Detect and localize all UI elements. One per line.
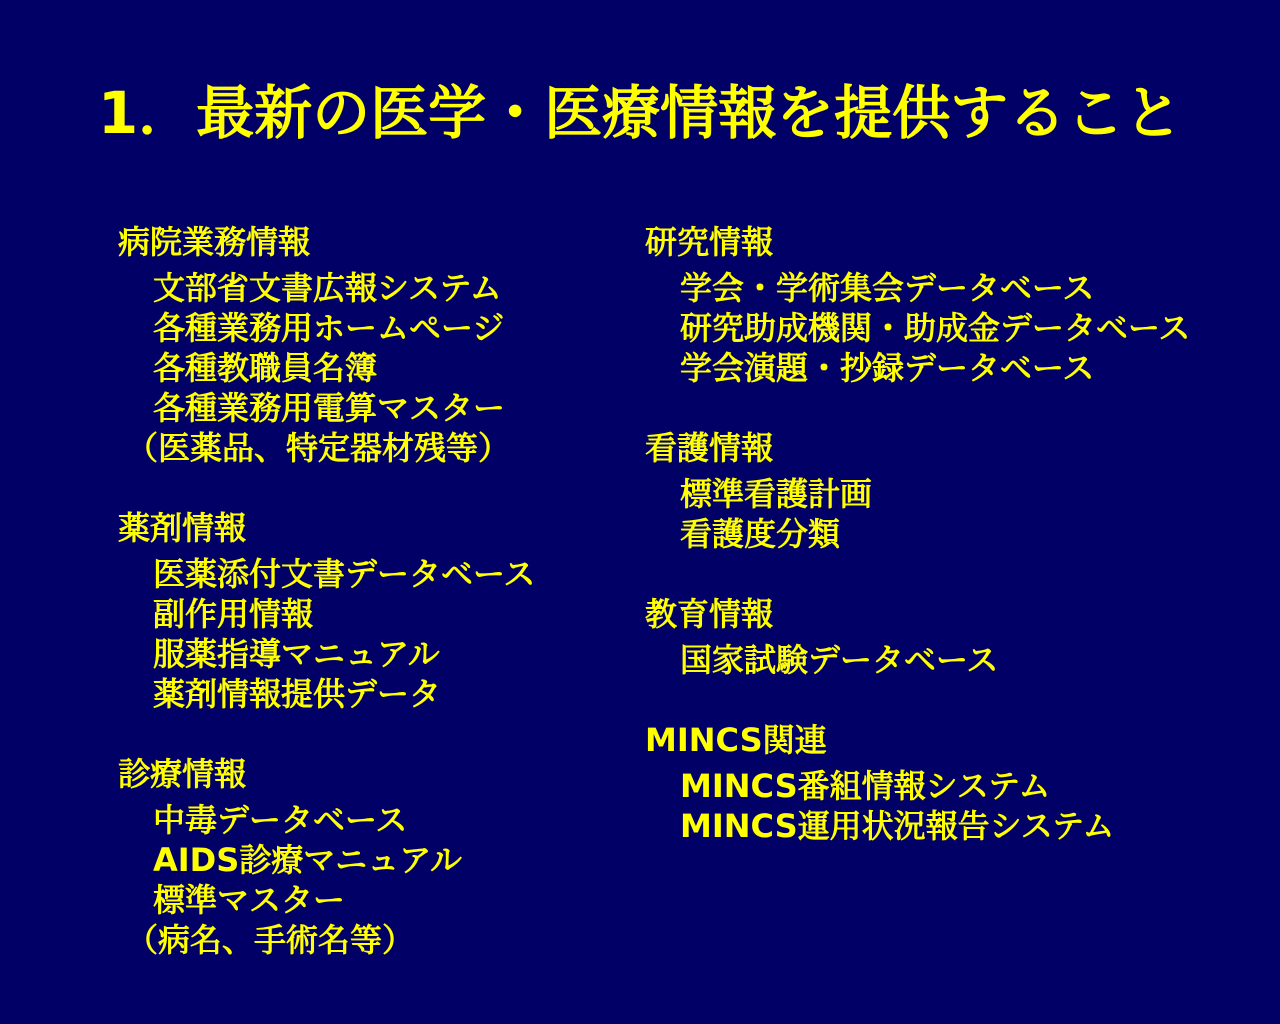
list-item: 各種業務用ホームページ	[153, 309, 505, 347]
section-education	[645, 594, 1190, 680]
list-item: MINCS運用状況報告システム	[680, 807, 1115, 845]
list-item: 国家試験データベース	[680, 641, 999, 679]
list-item: 医薬添付文書データベース	[153, 555, 536, 593]
list-item: 学会・学術集会データベース	[680, 269, 1095, 307]
list-item: 標準看護計画	[680, 475, 873, 513]
list-item-note: （病名、手術名等）	[126, 921, 415, 959]
list-item: AIDS診療マニュアル	[153, 841, 463, 879]
list-item: MINCS番組情報システム	[680, 767, 1051, 805]
section-header: 薬剤情報	[118, 509, 247, 547]
column-left	[118, 222, 535, 960]
list-item: 中毒データベース	[153, 801, 408, 839]
section-header: 診療情報	[118, 755, 247, 793]
section-header: 看護情報	[645, 429, 774, 467]
section-hospital-operations	[118, 222, 535, 468]
list-item: 看護度分類	[680, 515, 841, 553]
list-item: 学会演題・抄録データベース	[680, 349, 1095, 387]
section-header: MINCS関連	[645, 721, 827, 759]
section-header: 病院業務情報	[118, 223, 311, 261]
section-nursing	[645, 428, 1190, 554]
column-right	[645, 222, 1190, 846]
list-item: 服薬指導マニュアル	[153, 635, 440, 673]
section-header: 研究情報	[645, 223, 774, 261]
list-item: 各種教職員名簿	[153, 349, 378, 387]
list-item: 文部省文書広報システム	[153, 269, 502, 307]
list-item: 薬剤情報提供データ	[153, 675, 442, 713]
section-clinical	[118, 754, 535, 960]
list-item: 副作用情報	[153, 595, 314, 633]
list-item-note: （医薬品、特定器材残等）	[126, 429, 511, 467]
list-item: 研究助成機関・助成金データベース	[680, 309, 1191, 347]
list-item: 各種業務用電算マスター	[153, 389, 506, 427]
slide-title: 1．最新の医学・医療情報を提供すること	[97, 79, 1183, 147]
section-research	[645, 222, 1190, 388]
list-item: 標準マスター	[153, 881, 346, 919]
section-pharmacy	[118, 508, 535, 714]
section-mincs	[645, 720, 1190, 846]
section-header: 教育情報	[645, 595, 774, 633]
